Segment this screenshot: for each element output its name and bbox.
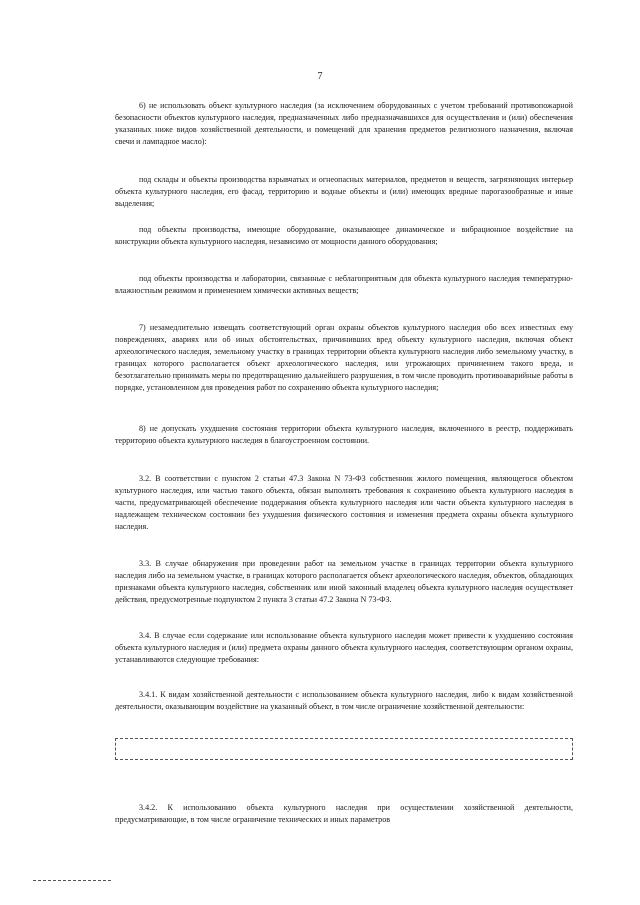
paragraph-8: 8) не допускать ухудшения состояния территории объекта культурного наследия, включенного в реестр, поддерживать территорию объекта культурного наследия в благоустроенном состоянии.	[115, 424, 573, 446]
paragraph-3-2: 3.2. В соответствии с пунктом 2 статьи 47.3 Закона N 73-ФЗ собственник жилого помещения, являющегося объектом культурного наследия, или частью такого объекта, обязан выполнять требования к сохранению объекта культурного наследия в части, предусматривающей обеспечение поддержания объекта культурного наследия или части объекта культурного наследия в надлежащем техническом состоянии без ухудшения физического состояния и изменения предмета охраны объекта культурного наследия.	[115, 474, 573, 532]
paragraph-3-4-2: 3.4.2. К использованию объекта культурного наследия при осуществлении хозяйственной деятельности, предусматривающие, в том числе ограничение технических и иных параметров	[115, 803, 573, 825]
blank-requirements-box	[115, 738, 573, 760]
paragraph-warehouses: под склады и объекты производства взрывчатых и огнеопасных материалов, предметов и веществ, загрязняющих интерьер объекта культурного наследия, его фасад, территорию и водные объекты и (или) имеющих вредные парогазообразные и иные выделения;	[115, 175, 573, 209]
paragraph-6: 6) не использовать объект культурного наследия (за исключением оборудованных с учетом требований противопожарной безопасности объектов культурного наследия, предназначенных либо предназначавшихся для осуществления и (или) обеспечения указанных ниже видов хозяйственной деятельности, и помещений для хранения предметов религиозного назначения, включая свечи и лампадное масло):	[115, 101, 573, 147]
paragraph-3-3: 3.3. В случае обнаружения при проведении работ на земельном участке в границах территории объекта культурного наследия либо на земельном участке, в границах которого располагается объект археологического наследия, объектов, обладающих признаками объекта культурного наследия, собственник или иной законный владелец объекта культурного наследия осуществляет действия, предусмотренные подпунктом 2 пункта 3 статьи 47.2 Закона N 73-ФЗ.	[115, 559, 573, 605]
page-number: 7	[317, 71, 323, 82]
footer-rule	[33, 880, 111, 881]
paragraph-production-equipment: под объекты производства, имеющие оборудование, оказывающее динамическое и вибрационное воздействие на конструкции объекта культурного наследия, независимо от мощности данного оборудования;	[115, 225, 573, 247]
paragraph-3-4-1: 3.4.1. К видам хозяйственной деятельности с использованием объекта культурного наследия, либо к видам хозяйственной деятельности, оказывающим воздействие на указанный объект, в том числе ограничение хозяйственной деятельности:	[115, 690, 573, 712]
paragraph-laboratories: под объекты производства и лаборатории, связанные с неблагоприятным для объекта культурного наследия температурно-влажностным режимом и применением химически активных веществ;	[115, 274, 573, 296]
paragraph-7: 7) незамедлительно извещать соответствующий орган охраны объектов культурного наследия обо всех известных ему повреждениях, авариях или об иных обстоятельствах, причинивших вред объекту культурного наследия, включая объект археологического наследия, земельному участку в границах территории объекта культурного наследия либо земельному участку, в границах которого располагается объект археологического наследия, или угрожающих причинением такого вреда, и безотлагательно принимать меры по предотвращению дальнейшего разрушения, в том числе проводить противоаварийные работы в порядке, установленном для проведения работ по сохранению объекта культурного наследия;	[115, 323, 573, 393]
paragraph-3-4: 3.4. В случае если содержание или использование объекта культурного наследия может привести к ухудшению состояния объекта культурного наследия и (или) предмета охраны данного объекта культурного наследия, соответствующим органом охраны, устанавливаются следующие требования:	[115, 631, 573, 665]
